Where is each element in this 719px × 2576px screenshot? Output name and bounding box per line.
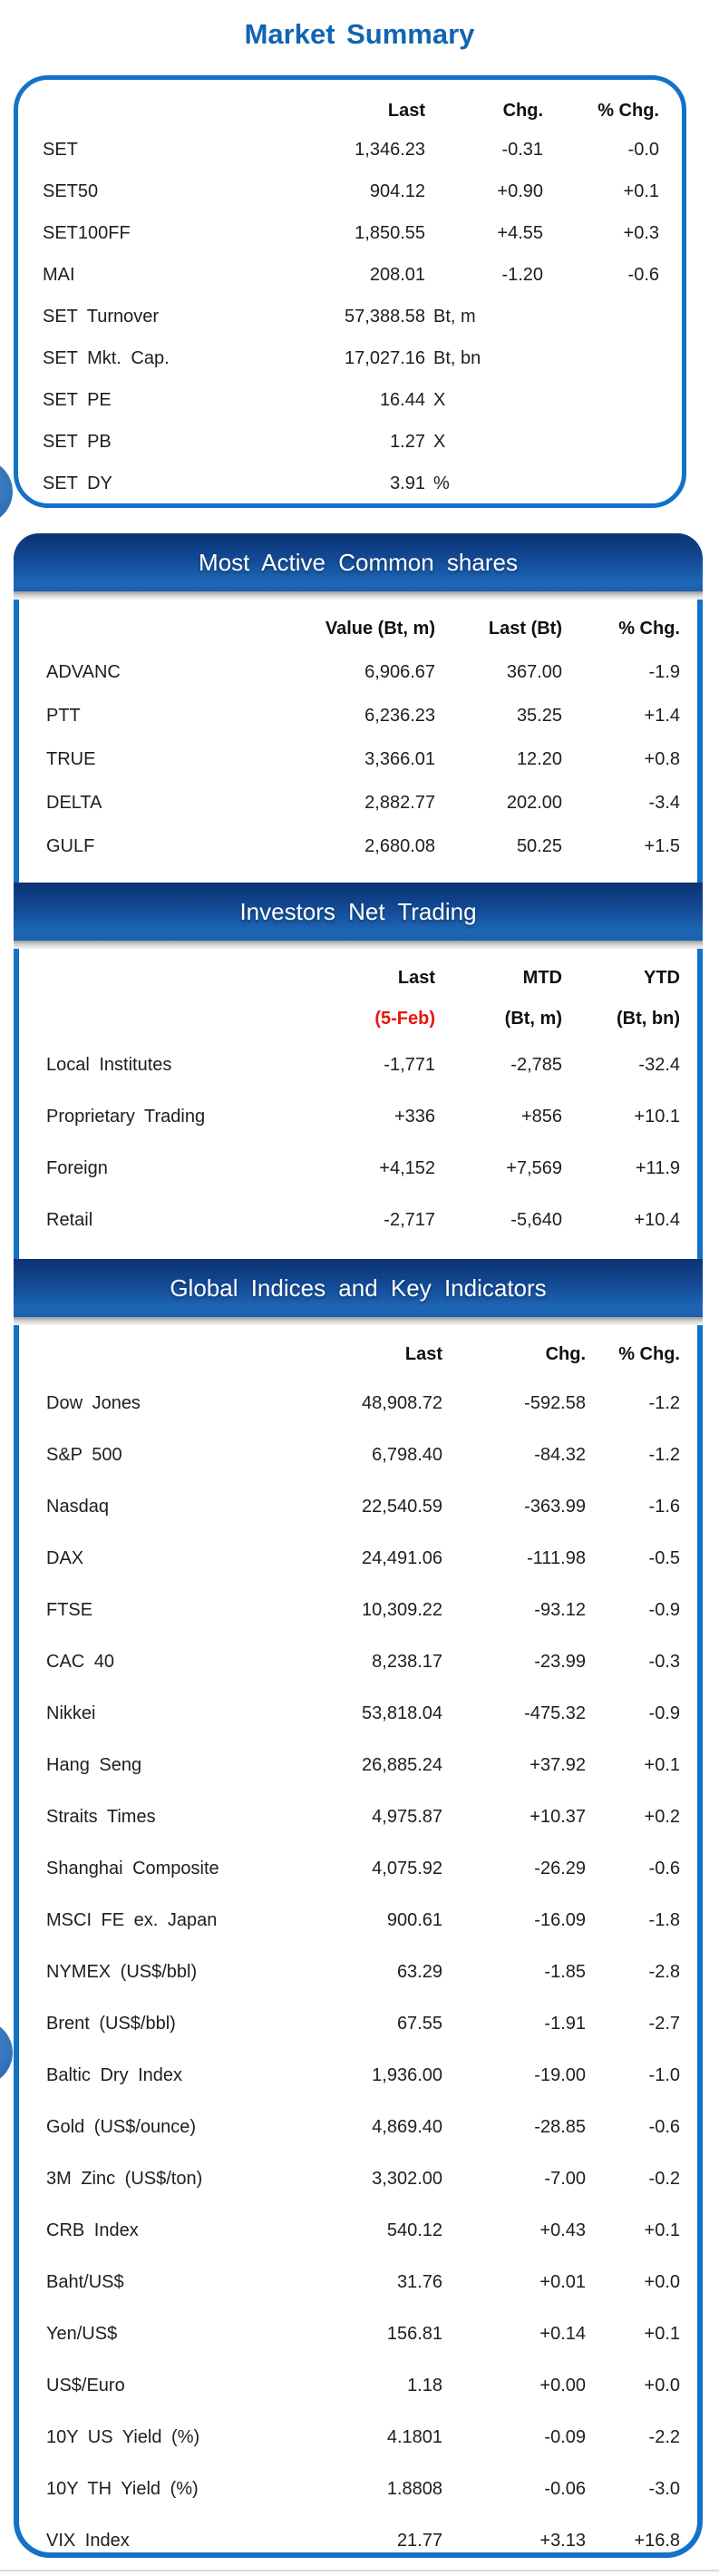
cell-chg: -0.09 xyxy=(544,2427,586,2447)
table-row xyxy=(46,2464,680,2515)
table-row xyxy=(46,650,680,694)
table-row xyxy=(46,2257,680,2308)
table-row xyxy=(46,1998,680,2050)
row-label: 3M Zinc (US$/ton) xyxy=(46,2169,203,2189)
cell-pchg: -0.5 xyxy=(648,1548,680,1568)
column-header-last: Last xyxy=(387,100,425,121)
row-label: GULF xyxy=(46,835,95,856)
cell-chg: -16.09 xyxy=(534,1910,586,1930)
table-row xyxy=(46,1533,680,1585)
cell-chg: -19.00 xyxy=(534,2065,586,2085)
cell-mtd: -2,785 xyxy=(510,1055,562,1075)
cell-value: 2,680.08 xyxy=(364,835,435,856)
cell-pchg: +0.8 xyxy=(644,748,680,769)
table-row xyxy=(43,171,682,212)
cell-pchg: -0.0 xyxy=(627,139,659,160)
table-row xyxy=(46,2050,680,2102)
column-header-chg: Chg. xyxy=(502,100,543,121)
section-header-shadow xyxy=(14,941,703,949)
most-active-header-row xyxy=(46,607,680,650)
row-label: Proprietary Trading xyxy=(46,1107,206,1127)
table-row xyxy=(46,2308,680,2360)
cell-chg: +4.55 xyxy=(497,222,543,243)
cell-chg: +0.00 xyxy=(539,2376,586,2395)
cell-pchg: +0.0 xyxy=(644,2272,680,2292)
row-label: ADVANC xyxy=(46,661,121,682)
table-row xyxy=(46,781,680,825)
cell-pchg: -2.7 xyxy=(648,2014,680,2034)
table-row xyxy=(43,421,682,463)
cell-unit: X xyxy=(433,431,446,452)
row-label: Nasdaq xyxy=(46,1497,109,1517)
cell-last: 24,491.06 xyxy=(362,1548,442,1568)
cell-last: 367.00 xyxy=(506,661,562,682)
cell-pchg: +0.0 xyxy=(644,2376,680,2395)
cell-last: 1.27 X xyxy=(390,431,446,452)
cell-chg: -0.31 xyxy=(501,139,543,160)
cell-last: 540.12 xyxy=(386,2220,442,2240)
row-label: Hang Seng xyxy=(46,1755,142,1775)
market-report-card xyxy=(14,533,703,2558)
table-row xyxy=(43,379,682,421)
row-label: Nikkei xyxy=(46,1703,96,1723)
cell-chg: +10.37 xyxy=(530,1807,586,1827)
cell-last: 8,238.17 xyxy=(372,1652,442,1672)
market-summary-table xyxy=(43,129,682,504)
cell-last: 17,027.16 Bt, bn xyxy=(345,347,481,368)
cell-chg: -1.85 xyxy=(544,1962,586,1982)
row-label: DELTA xyxy=(46,792,102,813)
cell-pchg: -0.6 xyxy=(648,2117,680,2137)
cell-last: 900.61 xyxy=(386,1910,442,1930)
cell-pchg: +0.3 xyxy=(623,222,659,243)
table-row xyxy=(46,1378,680,1429)
cell-chg: -111.98 xyxy=(527,1548,586,1568)
row-label: 10Y US Yield (%) xyxy=(46,2427,200,2447)
row-label: MAI xyxy=(43,264,75,285)
table-row xyxy=(46,1039,680,1091)
cell-last: 63.29 xyxy=(396,1962,442,1982)
row-label: CAC 40 xyxy=(46,1652,115,1672)
cell-last: 4,075.92 xyxy=(372,1859,442,1878)
page-edge-circle-bottom xyxy=(0,2020,13,2085)
cell-chg: +0.90 xyxy=(497,181,543,201)
row-label: SET50 xyxy=(43,181,99,201)
cell-last: +4,152 xyxy=(379,1158,435,1178)
cell-chg: -0.06 xyxy=(544,2479,586,2499)
cell-pchg: -2.2 xyxy=(648,2427,680,2447)
column-header-pchg: % Chg. xyxy=(618,1343,680,1364)
row-label: Dow Jones xyxy=(46,1393,141,1413)
cell-pchg: -1.2 xyxy=(648,1445,680,1465)
cell-last: 67.55 xyxy=(396,2014,442,2034)
cell-unit: % xyxy=(433,473,450,493)
investors-table xyxy=(46,1039,680,1246)
cell-chg: -23.99 xyxy=(534,1652,586,1672)
cell-chg: +3.13 xyxy=(539,2531,586,2551)
cell-last: 1.18 xyxy=(407,2376,442,2395)
cell-last: 16.44 X xyxy=(379,389,446,410)
table-row xyxy=(46,825,680,868)
page-title: Market Summary xyxy=(244,18,475,50)
cell-ytd: +10.1 xyxy=(634,1107,680,1127)
table-row xyxy=(46,1688,680,1740)
table-row xyxy=(46,1740,680,1791)
global-indices-header-row xyxy=(46,1331,680,1378)
cell-last: 22,540.59 xyxy=(362,1497,442,1517)
cell-last: +336 xyxy=(394,1107,435,1127)
table-row xyxy=(43,212,682,254)
table-row xyxy=(46,694,680,737)
most-active-section-header: Most Active Common shares xyxy=(14,533,703,591)
table-row xyxy=(46,1195,680,1246)
cell-last: 202.00 xyxy=(506,792,562,813)
cell-chg: -26.29 xyxy=(534,1859,586,1878)
row-label: DAX xyxy=(46,1548,84,1568)
cell-last: 156.81 xyxy=(386,2324,442,2344)
cell-chg: -1.20 xyxy=(501,264,543,285)
table-row xyxy=(43,337,682,379)
cell-pchg: -0.3 xyxy=(648,1652,680,1672)
row-label: S&P 500 xyxy=(46,1445,122,1465)
cell-chg: +0.14 xyxy=(539,2324,586,2344)
cell-pchg: -0.6 xyxy=(627,264,659,285)
row-label: SET xyxy=(43,139,78,160)
table-row xyxy=(46,2205,680,2257)
table-row xyxy=(46,1091,680,1143)
cell-pchg: -1.2 xyxy=(648,1393,680,1413)
cell-pchg: -3.4 xyxy=(648,792,680,813)
cell-last: 12.20 xyxy=(516,748,562,769)
table-row xyxy=(46,1843,680,1895)
table-row xyxy=(46,1895,680,1947)
investors-section xyxy=(19,949,697,1259)
row-label: Baltic Dry Index xyxy=(46,2065,183,2085)
most-active-table xyxy=(46,650,680,868)
table-row xyxy=(46,737,680,781)
market-summary-box xyxy=(14,75,686,508)
cell-value: 2,882.77 xyxy=(364,792,435,813)
cell-last: 4,869.40 xyxy=(372,2117,442,2137)
cell-last: 26,885.24 xyxy=(362,1755,442,1775)
table-row xyxy=(46,1143,680,1195)
cell-pchg: -0.6 xyxy=(648,1859,680,1878)
column-header-pchg: % Chg. xyxy=(618,618,680,639)
row-label: SET Mkt. Cap. xyxy=(43,347,170,368)
cell-chg: -7.00 xyxy=(544,2169,586,2189)
row-label: PTT xyxy=(46,705,81,726)
column-header-last: Last (5-Feb) xyxy=(246,958,435,1039)
cell-pchg: +16.8 xyxy=(634,2531,680,2551)
column-header-mtd: MTD (Bt, m) xyxy=(504,968,562,1029)
global-indices-section-header: Global Indices and Key Indicators xyxy=(14,1259,703,1317)
page-edge-circle-top xyxy=(0,459,13,524)
table-row xyxy=(46,1636,680,1688)
row-label: Local Institutes xyxy=(46,1055,172,1075)
cell-last: 21.77 xyxy=(396,2531,442,2551)
cell-chg: +37.92 xyxy=(530,1755,586,1775)
table-row xyxy=(46,2102,680,2153)
table-row xyxy=(43,254,682,296)
table-row xyxy=(46,2153,680,2205)
table-row xyxy=(43,463,682,504)
cell-last: 31.76 xyxy=(396,2272,442,2292)
row-label: Baht/US$ xyxy=(46,2272,124,2292)
row-label: SET100FF xyxy=(43,222,131,243)
row-label: Retail xyxy=(46,1210,93,1230)
page-bottom-divider xyxy=(0,2570,719,2571)
column-header-pchg: % Chg. xyxy=(598,100,659,121)
cell-pchg: +0.1 xyxy=(623,181,659,201)
row-label: Shanghai Composite xyxy=(46,1859,219,1878)
cell-chg: -84.32 xyxy=(534,1445,586,1465)
cell-pchg: -0.2 xyxy=(648,2169,680,2189)
cell-last: 1,936.00 xyxy=(372,2065,442,2085)
row-label: 10Y TH Yield (%) xyxy=(46,2479,199,2499)
cell-value: 6,236.23 xyxy=(364,705,435,726)
column-header-ytd: YTD (Bt, bn) xyxy=(617,968,680,1029)
cell-pchg: -1.8 xyxy=(648,1910,680,1930)
column-header-value: Value (Bt, m) xyxy=(325,618,435,639)
cell-unit: X xyxy=(433,389,446,410)
cell-ytd: +10.4 xyxy=(634,1210,680,1230)
row-label: Gold (US$/ounce) xyxy=(46,2117,197,2137)
cell-unit: Bt, bn xyxy=(433,347,481,368)
table-row xyxy=(46,1481,680,1533)
cell-last: -2,717 xyxy=(384,1210,435,1230)
cell-chg: +0.01 xyxy=(539,2272,586,2292)
cell-pchg: +0.1 xyxy=(644,1755,680,1775)
cell-pchg: +1.4 xyxy=(644,705,680,726)
row-label: US$/Euro xyxy=(46,2376,125,2395)
row-label: TRUE xyxy=(46,748,96,769)
cell-last: 48,908.72 xyxy=(362,1393,442,1413)
cell-mtd: +856 xyxy=(520,1107,562,1127)
row-label: Brent (US$/bbl) xyxy=(46,2014,176,2034)
cell-unit: Bt, m xyxy=(433,306,476,327)
table-row xyxy=(46,1429,680,1481)
row-label: NYMEX (US$/bbl) xyxy=(46,1962,198,1982)
cell-chg: -93.12 xyxy=(534,1600,586,1620)
cell-last: 1.8808 xyxy=(386,2479,442,2499)
row-label: SET DY xyxy=(43,473,112,493)
table-row xyxy=(46,1585,680,1636)
cell-last: 35.25 xyxy=(516,705,562,726)
section-header-shadow xyxy=(14,1317,703,1325)
cell-pchg: -1.6 xyxy=(648,1497,680,1517)
column-header-last: Last xyxy=(404,1343,442,1364)
cell-chg: +0.43 xyxy=(539,2220,586,2240)
cell-last: 50.25 xyxy=(516,835,562,856)
row-label: Straits Times xyxy=(46,1807,156,1827)
cell-chg: -28.85 xyxy=(534,2117,586,2137)
row-label: SET PE xyxy=(43,389,112,410)
table-row xyxy=(46,1791,680,1843)
cell-pchg: -0.9 xyxy=(648,1600,680,1620)
cell-mtd: -5,640 xyxy=(510,1210,562,1230)
table-row xyxy=(46,2412,680,2464)
cell-pchg: +1.5 xyxy=(644,835,680,856)
row-label: FTSE xyxy=(46,1600,93,1620)
cell-last: -1,771 xyxy=(384,1055,435,1075)
row-label: SET Turnover xyxy=(43,306,160,327)
cell-last: 4,975.87 xyxy=(372,1807,442,1827)
cell-ytd: +11.9 xyxy=(635,1158,680,1178)
column-header-chg: Chg. xyxy=(545,1343,586,1364)
most-active-section xyxy=(19,600,697,883)
cell-last: 10,309.22 xyxy=(362,1600,442,1620)
cell-chg: -363.99 xyxy=(524,1497,586,1517)
cell-last: 904.12 xyxy=(369,181,425,201)
row-label: MSCI FE ex. Japan xyxy=(46,1910,218,1930)
market-summary-header-row xyxy=(43,93,682,129)
cell-last: 6,798.40 xyxy=(372,1445,442,1465)
cell-last: 208.01 xyxy=(369,264,425,285)
cell-value: 6,906.67 xyxy=(364,661,435,682)
cell-chg: -592.58 xyxy=(524,1393,586,1413)
investors-header-row xyxy=(46,958,680,1039)
table-row xyxy=(43,129,682,171)
column-header-last: Last (Bt) xyxy=(488,618,562,639)
row-label: Yen/US$ xyxy=(46,2324,118,2344)
cell-last: 53,818.04 xyxy=(362,1703,442,1723)
section-header-shadow xyxy=(14,591,703,600)
cell-pchg: +0.1 xyxy=(644,2220,680,2240)
cell-last: 1,850.55 xyxy=(355,222,425,243)
investors-section-header: Investors Net Trading xyxy=(14,883,703,941)
cell-pchg: -3.0 xyxy=(648,2479,680,2499)
row-label: CRB Index xyxy=(46,2220,139,2240)
cell-value: 3,366.01 xyxy=(364,748,435,769)
cell-pchg: -2.8 xyxy=(648,1962,680,1982)
cell-last: 3,302.00 xyxy=(372,2169,442,2189)
table-row xyxy=(46,1947,680,1998)
row-label: SET PB xyxy=(43,431,112,452)
cell-last: 57,388.58 Bt, m xyxy=(345,306,476,327)
table-row xyxy=(43,296,682,337)
global-indices-table xyxy=(46,1378,680,2567)
global-indices-section xyxy=(19,1325,697,2567)
cell-last: 4.1801 xyxy=(386,2427,442,2447)
cell-pchg: +0.2 xyxy=(644,1807,680,1827)
cell-pchg: -1.9 xyxy=(648,661,680,682)
cell-pchg: +0.1 xyxy=(644,2324,680,2344)
header-spacer xyxy=(46,958,246,1039)
row-label: VIX Index xyxy=(46,2531,130,2551)
cell-pchg: -1.0 xyxy=(648,2065,680,2085)
cell-chg: -475.32 xyxy=(524,1703,586,1723)
header-date: (5-Feb) xyxy=(374,1009,435,1029)
table-row xyxy=(46,2515,680,2567)
cell-chg: -1.91 xyxy=(544,2014,586,2034)
cell-pchg: -0.9 xyxy=(648,1703,680,1723)
cell-ytd: -32.4 xyxy=(638,1055,680,1075)
cell-last: 3.91 % xyxy=(390,473,450,493)
cell-mtd: +7,569 xyxy=(506,1158,562,1178)
table-row xyxy=(46,2360,680,2412)
cell-last: 1,346.23 xyxy=(355,139,425,160)
row-label: Foreign xyxy=(46,1158,108,1178)
